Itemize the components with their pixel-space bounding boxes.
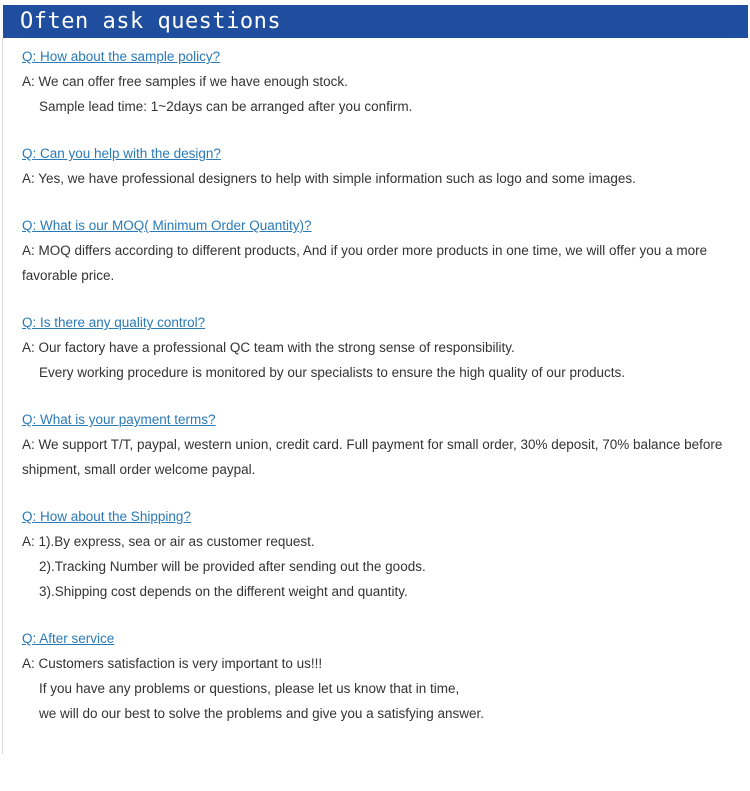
faq-item-payment-terms bbox=[22, 407, 730, 482]
left-divider bbox=[2, 38, 3, 754]
answer-continuation: 2).Tracking Number will be provided after sending out the goods. bbox=[39, 559, 426, 574]
question-link[interactable]: Q: What is your payment terms? bbox=[22, 412, 216, 427]
question-link[interactable]: Q: Is there any quality control? bbox=[22, 315, 206, 330]
answer-text: A: Customers satisfaction is very important to us!!! bbox=[22, 656, 323, 671]
question-link[interactable]: Q: After service bbox=[22, 631, 115, 646]
question-link[interactable]: Q: What is our MOQ( Minimum Order Quantity)? bbox=[22, 218, 312, 233]
faq-item-after-service bbox=[22, 626, 730, 726]
page-title: Often ask questions bbox=[20, 9, 282, 34]
answer-continuation: 3).Shipping cost depends on the different weight and quantity. bbox=[39, 584, 408, 599]
answer-continuation: Sample lead time: 1~2days can be arranged after you confirm. bbox=[39, 99, 413, 114]
section-header bbox=[3, 5, 748, 38]
answer-continuation: Every working procedure is monitored by our specialists to ensure the high quality of our products. bbox=[39, 365, 626, 380]
question-link[interactable]: Q: How about the sample policy? bbox=[22, 49, 221, 64]
faq-item-shipping bbox=[22, 504, 730, 604]
answer-text: A: MOQ differs according to different products, And if you order more products in one time, we will offer you a more favorable price. bbox=[22, 243, 708, 283]
answer-continuation: If you have any problems or questions, please let us know that in time, bbox=[39, 681, 460, 696]
faq-item-quality-control bbox=[22, 310, 730, 385]
answer-text: A: 1).By express, sea or air as customer request. bbox=[22, 534, 315, 549]
answer-text: A: Our factory have a professional QC team with the strong sense of responsibility. bbox=[22, 340, 515, 355]
faq-list bbox=[22, 44, 730, 748]
answer-text: A: Yes, we have professional designers to help with simple information such as logo and some images. bbox=[22, 171, 636, 186]
question-link[interactable]: Q: How about the Shipping? bbox=[22, 509, 191, 524]
question-link[interactable]: Q: Can you help with the design? bbox=[22, 146, 221, 161]
answer-continuation: we will do our best to solve the problems and give you a satisfying answer. bbox=[39, 706, 484, 721]
faq-item-sample-policy bbox=[22, 44, 730, 119]
faq-item-moq bbox=[22, 213, 730, 288]
answer-text: A: We support T/T, paypal, western union, credit card. Full payment for small order, 30% deposit, 70% balance before shipment, small order welcome paypal. bbox=[22, 437, 723, 477]
answer-text: A: We can offer free samples if we have enough stock. bbox=[22, 74, 348, 89]
faq-item-design bbox=[22, 141, 730, 191]
